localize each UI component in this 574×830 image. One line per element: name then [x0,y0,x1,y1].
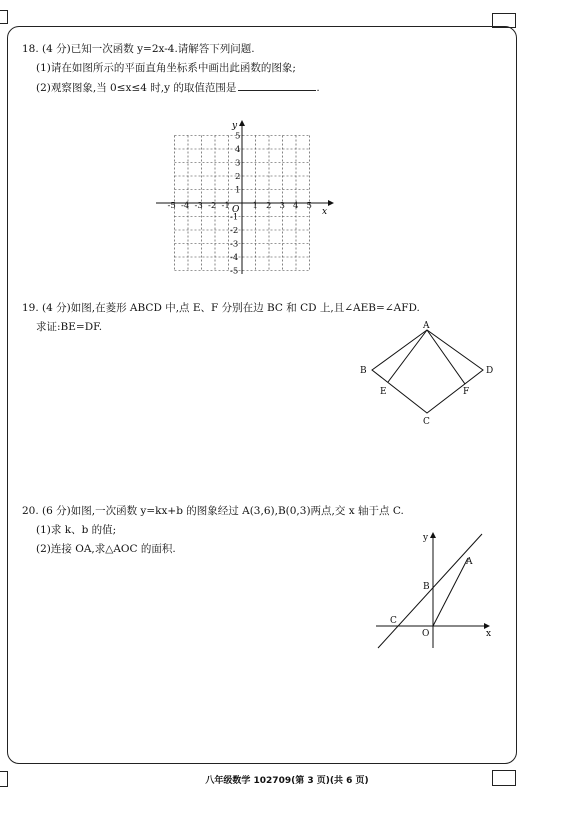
x-tick-label: 1 [252,201,258,211]
segment-ae [388,330,427,382]
q20-title: 20. (6 分)如图,一次函数 y=kx+b 的图象经过 A(3,6),B(0,3)两点,交 x 轴于点 C. [22,505,404,517]
y-tick-label: 3 [235,158,241,169]
y-tick-label: 5 [235,131,241,142]
label-e: E [380,387,387,397]
y-axis-arrow [239,120,245,126]
label-d: D [486,366,494,376]
line-y-kx-b [378,534,482,648]
q18-part2-text: (2)观察图象,当 0≤x≤4 时,y 的取值范围是 [36,82,237,94]
coordinate-grid [150,118,340,280]
q19-prove: 求证:BE=DF. [36,321,103,333]
y-tick-label: -4 [230,253,239,263]
linear-function-figure [370,528,500,653]
y-tick-label: 4 [235,145,241,155]
q20-part1: (1)求 k、b 的值; [36,524,117,536]
label-x: x [486,629,492,639]
x-tick-label: -4 [181,201,190,211]
q19-title: 19. (4 分)如图,在菱形 ABCD 中,点 E、F 分别在边 BC 和 CD 上,且∠AEB=∠AFD. [22,302,420,314]
y-axis-label: y [232,121,238,131]
x-tick-label: -5 [167,201,176,211]
x-tick-label: -1 [221,201,230,211]
x-tick-label: -2 [208,201,217,211]
x-tick-label: 5 [306,201,312,211]
label-o: O [422,629,430,639]
x-tick-label: 3 [279,201,285,211]
y-tick-label: 1 [235,185,241,196]
q18-part2-end: . [316,82,320,94]
q18-part2 [36,80,320,95]
x-tick-label: 2 [266,201,272,211]
segment-af [427,330,465,384]
label-y: y [423,533,429,543]
y-tick-label: -5 [230,266,239,277]
x-axis-arrow [328,200,334,206]
y-tick-label: 2 [235,172,241,182]
label-b: B [360,366,367,376]
x-tick-label: 4 [293,201,299,211]
y-tick-label: -2 [230,226,239,236]
q18-part1: (1)请在如图所示的平面直角坐标系中画出此函数的图象; [36,62,296,74]
origin-label: O [232,205,240,215]
label-c: C [390,616,397,626]
label-c: C [423,417,430,427]
q20-part2: (2)连接 OA,求△AOC 的面积. [36,543,176,555]
x-axis-label: x [322,207,328,217]
label-b: B [423,582,430,592]
corner-mark-top-left [0,10,8,24]
page-footer: 八年级数学 102709(第 3 页)(共 6 页) [205,776,369,786]
y-tick-label: -1 [230,212,239,223]
y-axis-arrow [430,532,436,538]
q18-title: 18. (4 分)已知一次函数 y=2x-4.请解答下列问题. [22,43,255,55]
label-a: A [466,557,473,567]
rhombus-figure [355,318,505,428]
rhombus-abcd [372,330,483,413]
label-f: F [463,387,470,397]
label-a: A [423,321,430,331]
answer-blank [238,80,316,91]
y-tick-label: -3 [230,239,239,250]
x-tick-label: -3 [194,201,203,211]
